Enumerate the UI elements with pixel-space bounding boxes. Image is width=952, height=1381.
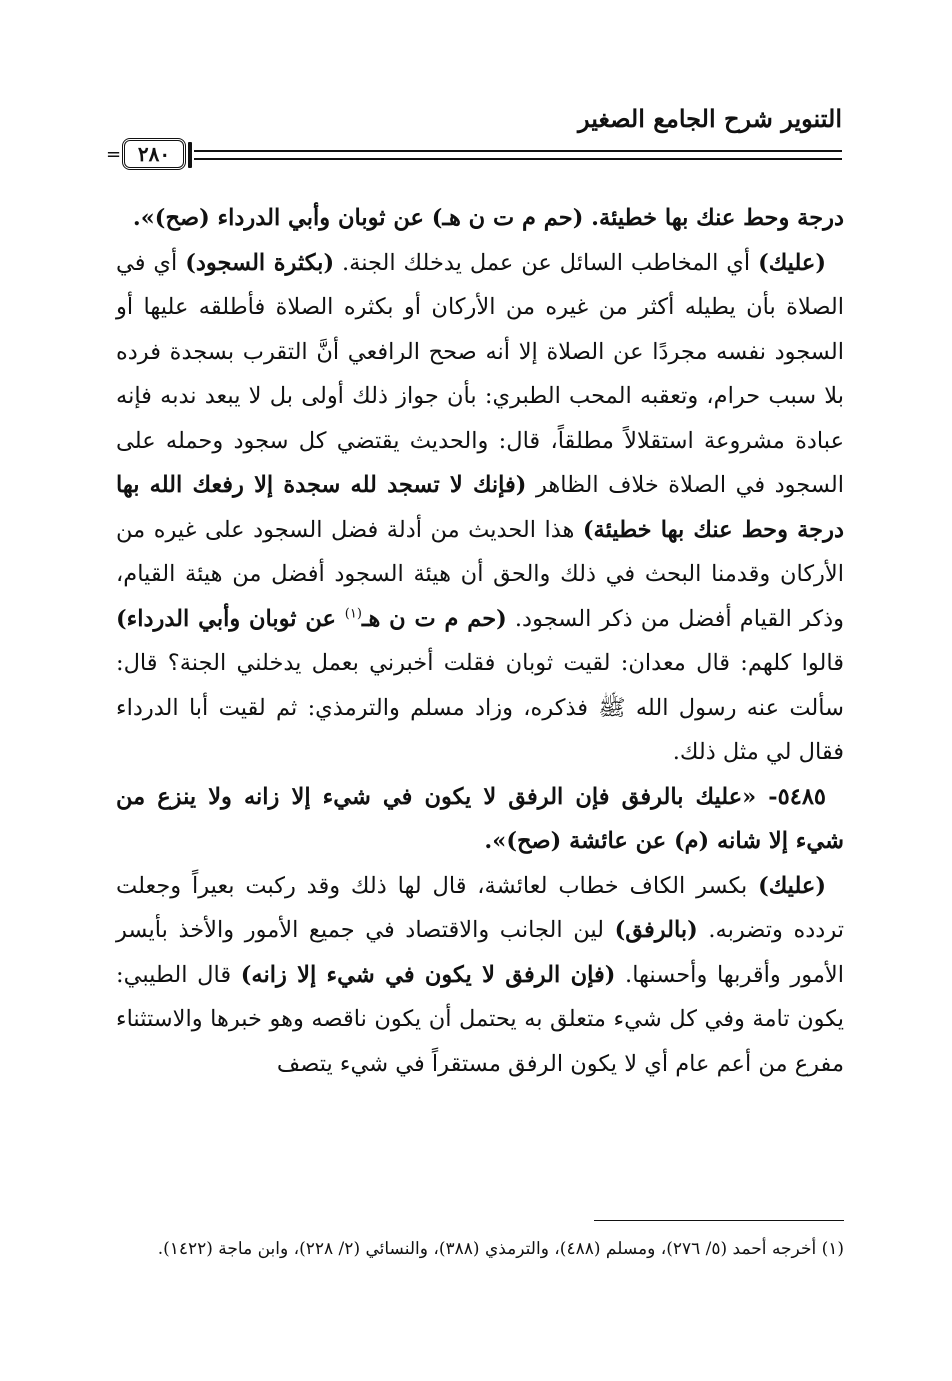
ornament-mark: =: [106, 144, 122, 165]
lemma: (بالرفق): [614, 917, 698, 943]
source-ref: (حم م ت ن هـ: [361, 605, 507, 632]
footnote-marker: (١): [344, 606, 362, 621]
commentary: أي في الصلاة بأن يطيله أكثر من غيره من الأركان أو بكثره الصلاة فأطلقه عليها أو السجود نفسه مجردًا عن الصلاة إلا أنه صحح الرافعي أنَّ التقرب بسجدة فرده بلا سبب حرام، وتعقبه المحب الطبري: بأن جواز ذلك أولى بل لا يبعد ندبه فإنه عبادة مشروعة استقلالاً مطلقاً، قال: والحديث يقتضي كل سجود وحمله على السجود في الصلاة خلاف الظاهر: [116, 249, 844, 498]
lemma: (فإن الرفق لا يكون في شيء إلا زانه): [240, 961, 616, 988]
footnote: (١) أخرجه أحمد (٥/ ٢٧٦)، ومسلم (٤٨٨)، والترمذي (٣٨٨)، والنسائي (٢/ ٢٢٨)، وابن ماجة (١٤٢٢).: [157, 1239, 844, 1259]
badge-bar: [188, 142, 192, 168]
commentary: لين الجانب والاقتصاد في جميع الأمور والأخذ بأيسر الأمور وأقربها وأحسنها.: [116, 917, 844, 988]
paragraph-3: [116, 775, 844, 864]
commentary: هذا الحديث من أدلة فضل السجود على غيره من الأركان وقدمنا البحث في ذلك والحق أن هيئة السجود أفضل من هيئة القيام، وذكر القيام أفضل من ذكر السجود.: [116, 516, 845, 632]
paragraph-2: [116, 241, 844, 775]
commentary: قالوا كلهم: قال معدان: لقيت ثوبان فقلت أخبرني بعمل يدخلني الجنة؟ قال: سألت عنه رسول الله ﷺ فذكره، وزاد مسلم والترمذي: ثم لقيت أبا الدرداء فقال لي مثل ذلك.: [116, 650, 844, 765]
source-ref: عن ثوبان وأبي الدرداء): [116, 605, 345, 632]
lemma: (فإنك لا تسجد لله سجدة إلا رفعك الله بها درجة وحط عنك بها خطيئة): [116, 472, 844, 543]
lemma: (بكثرة السجود): [185, 249, 335, 276]
commentary: أي المخاطب السائل عن عمل يدخلك الجنة.: [334, 249, 759, 276]
hadith-text: ٥٤٨٥- «عليك بالرفق فإن الرفق لا يكون في شيء إلا زانه ولا ينزع من شيء إلا شانه (م) عن عائشة (صح)».: [116, 783, 844, 854]
lemma: (عليك): [758, 249, 826, 276]
footnote-rule: [594, 1220, 844, 1221]
commentary: قال الطيبي: يكون تامة وفي كل شيء متعلق به يحتمل أن يكون ناقصه وهو خبرها والاستثناء مفرع من أعم عام أي لا يكون الرفق مستقراً في شيء يتصف: [116, 961, 844, 1077]
running-title: التنوير شرح الجامع الصغير: [578, 104, 842, 133]
commentary: بكسر الكاف خطاب لعائشة، قال لها ذلك وقد ركبت بعيراً وجعلت تردده وتضربه.: [116, 872, 844, 943]
paragraph-4: [116, 864, 844, 1087]
hadith-end: درجة وحط عنك بها خطيئة. (حم م ت ن هـ) عن ثوبان وأبي الدرداء (صح)».: [132, 205, 844, 231]
header-rule-bottom: [194, 158, 842, 160]
body-text: [116, 196, 844, 1086]
paragraph-1: [116, 196, 844, 241]
lemma: (عليك): [758, 872, 826, 899]
header-rule: [106, 138, 842, 178]
page-number: ٢٨٠: [122, 138, 186, 170]
header-rule-top: [194, 150, 842, 152]
